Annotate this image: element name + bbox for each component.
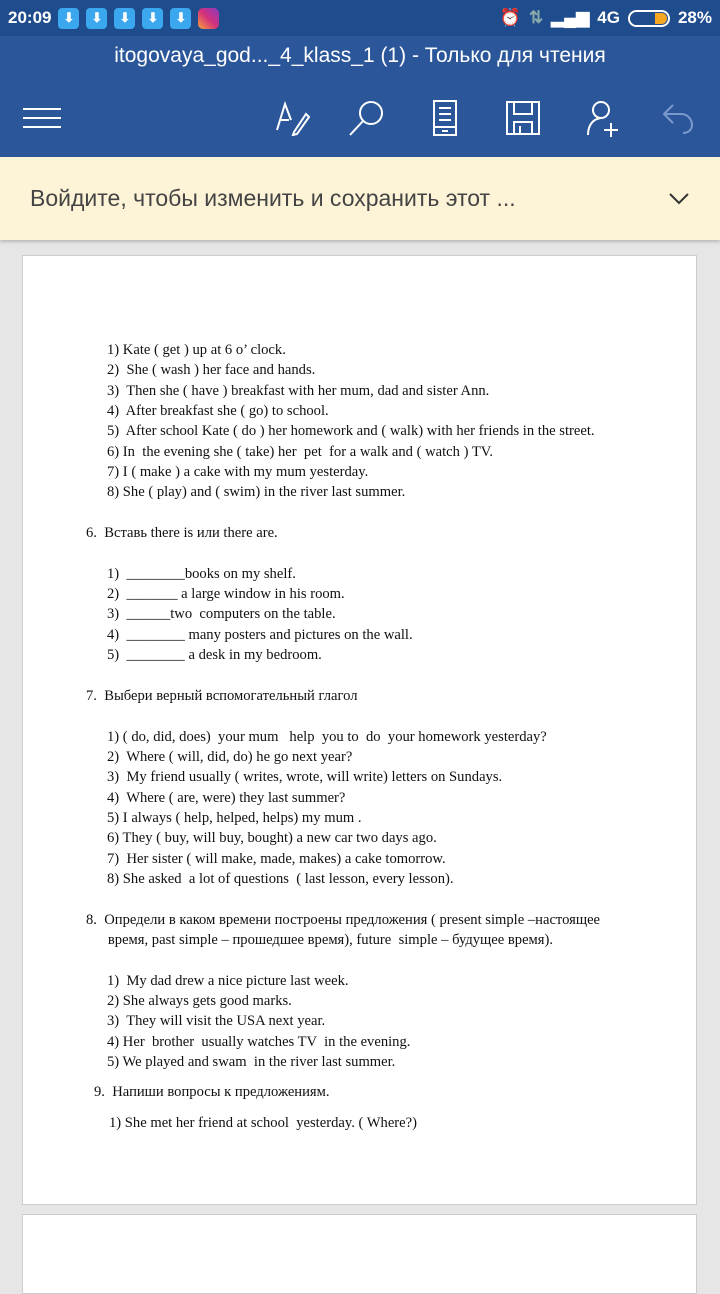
status-bar bbox=[0, 0, 720, 36]
list-item: 5) ________ a desk in my bedroom. bbox=[107, 647, 322, 664]
mobile-view-icon bbox=[432, 99, 458, 137]
list-item: 7) Her sister ( will make, made, makes) a cake tomorrow. bbox=[107, 850, 446, 867]
exercise-5-list bbox=[23, 340, 698, 503]
list-item: 8) She asked a lot of questions ( last lesson, every lesson). bbox=[107, 870, 454, 887]
menu-button[interactable] bbox=[22, 98, 62, 138]
app-bar bbox=[0, 36, 720, 157]
document-page bbox=[22, 255, 697, 1205]
list-item: 8) She ( play) and ( swim) in the river last summer. bbox=[107, 484, 406, 501]
signal-icon: ▂▄▆ bbox=[551, 8, 590, 27]
list-item: 7) I ( make ) a cake with my mum yesterday. bbox=[107, 464, 369, 481]
download-icon: ⬇ bbox=[170, 8, 191, 29]
save-button[interactable] bbox=[503, 98, 543, 138]
exercise-6-list bbox=[23, 564, 698, 666]
exercise-8-heading-cont: время, past simple – прошедшее время), future simple – будущее время). bbox=[86, 931, 554, 948]
list-item: 6) They ( buy, will buy, bought) a new car two days ago. bbox=[107, 830, 437, 847]
list-item: 5) We played and swam in the river last summer. bbox=[107, 1054, 396, 1071]
list-item: 1) My dad drew a nice picture last week. bbox=[107, 972, 349, 989]
instagram-icon bbox=[198, 8, 219, 29]
next-document-page bbox=[22, 1214, 697, 1294]
list-item: 3) Then she ( have ) breakfast with her mum, dad and sister Ann. bbox=[107, 382, 490, 399]
document-title: itogovaya_god..._4_klass_1 (1) - Только для чтения bbox=[114, 44, 606, 67]
clock: 20:09 bbox=[8, 8, 52, 27]
exercise-6-heading: 6. Вставь there is или there are. bbox=[86, 525, 278, 542]
list-item: 3) My friend usually ( writes, wrote, will write) letters on Sundays. bbox=[107, 769, 503, 786]
alarm-icon: ⏰ bbox=[499, 8, 521, 27]
exercise-8-list bbox=[23, 971, 698, 1073]
battery-level: 28% bbox=[677, 8, 712, 27]
chevron-down-icon[interactable] bbox=[668, 192, 690, 206]
list-item: 2) _______ a large window in his room. bbox=[107, 586, 345, 603]
reading-view-button[interactable] bbox=[425, 98, 465, 138]
hamburger-icon bbox=[23, 107, 61, 129]
list-item: 1) ( do, did, does) your mum help you to do your homework yesterday? bbox=[107, 728, 547, 745]
list-item: 4) ________ many posters and pictures on the wall. bbox=[107, 626, 413, 643]
data-arrows-icon: ⇅ bbox=[528, 8, 544, 27]
list-item: 6) In the evening she ( take) her pet for a walk and ( watch ) TV. bbox=[107, 443, 494, 460]
undo-icon bbox=[661, 101, 695, 135]
list-item: 4) After breakfast she ( go) to school. bbox=[107, 403, 329, 420]
download-icon: ⬇ bbox=[86, 8, 107, 29]
list-item: 3) They will visit the USA next year. bbox=[107, 1013, 326, 1030]
search-icon bbox=[347, 99, 385, 137]
share-button[interactable] bbox=[583, 98, 623, 138]
list-item: 2) Where ( will, did, do) he go next year? bbox=[107, 748, 353, 765]
search-button[interactable] bbox=[346, 98, 386, 138]
exercise-9-heading: 9. Напиши вопросы к предложениям. bbox=[94, 1084, 330, 1101]
save-icon bbox=[505, 100, 541, 136]
exercise-8-heading: 8. Определи в каком времени построены предложения ( present simple –настоящее bbox=[86, 911, 601, 928]
list-item: 1) She met her friend at school yesterday. ( Where?) bbox=[109, 1114, 417, 1131]
text-edit-icon bbox=[274, 100, 310, 136]
edit-button[interactable] bbox=[272, 98, 312, 138]
list-item: 1) Kate ( get ) up at 6 o’ clock. bbox=[107, 342, 286, 358]
network-type: 4G bbox=[597, 8, 620, 27]
sign-in-message: Войдите, чтобы изменить и сохранить этот ... bbox=[30, 185, 516, 211]
undo-button[interactable] bbox=[658, 98, 698, 138]
list-item: 5) After school Kate ( do ) her homework and ( walk) with her friends in the street. bbox=[107, 423, 595, 440]
list-item: 2) She always gets good marks. bbox=[107, 993, 292, 1009]
document-content bbox=[23, 340, 698, 1133]
exercise-7-list bbox=[23, 727, 698, 890]
list-item: 4) Her brother usually watches TV in the evening. bbox=[107, 1033, 411, 1050]
download-icon: ⬇ bbox=[142, 8, 163, 29]
list-item: 5) I always ( help, helped, helps) my mum . bbox=[107, 809, 362, 826]
add-person-icon bbox=[585, 99, 621, 137]
download-icon: ⬇ bbox=[58, 8, 79, 29]
exercise-7-heading: 7. Выбери верный вспомогательный глагол bbox=[86, 687, 358, 704]
list-item: 3) ______two computers on the table. bbox=[107, 606, 336, 623]
download-icon: ⬇ bbox=[114, 8, 135, 29]
battery-icon bbox=[628, 10, 670, 27]
list-item: 4) Where ( are, were) they last summer? bbox=[107, 789, 346, 806]
list-item: 1) ________books on my shelf. bbox=[107, 565, 296, 582]
sign-in-banner[interactable] bbox=[0, 157, 720, 240]
list-item: 2) She ( wash ) her face and hands. bbox=[107, 362, 316, 379]
